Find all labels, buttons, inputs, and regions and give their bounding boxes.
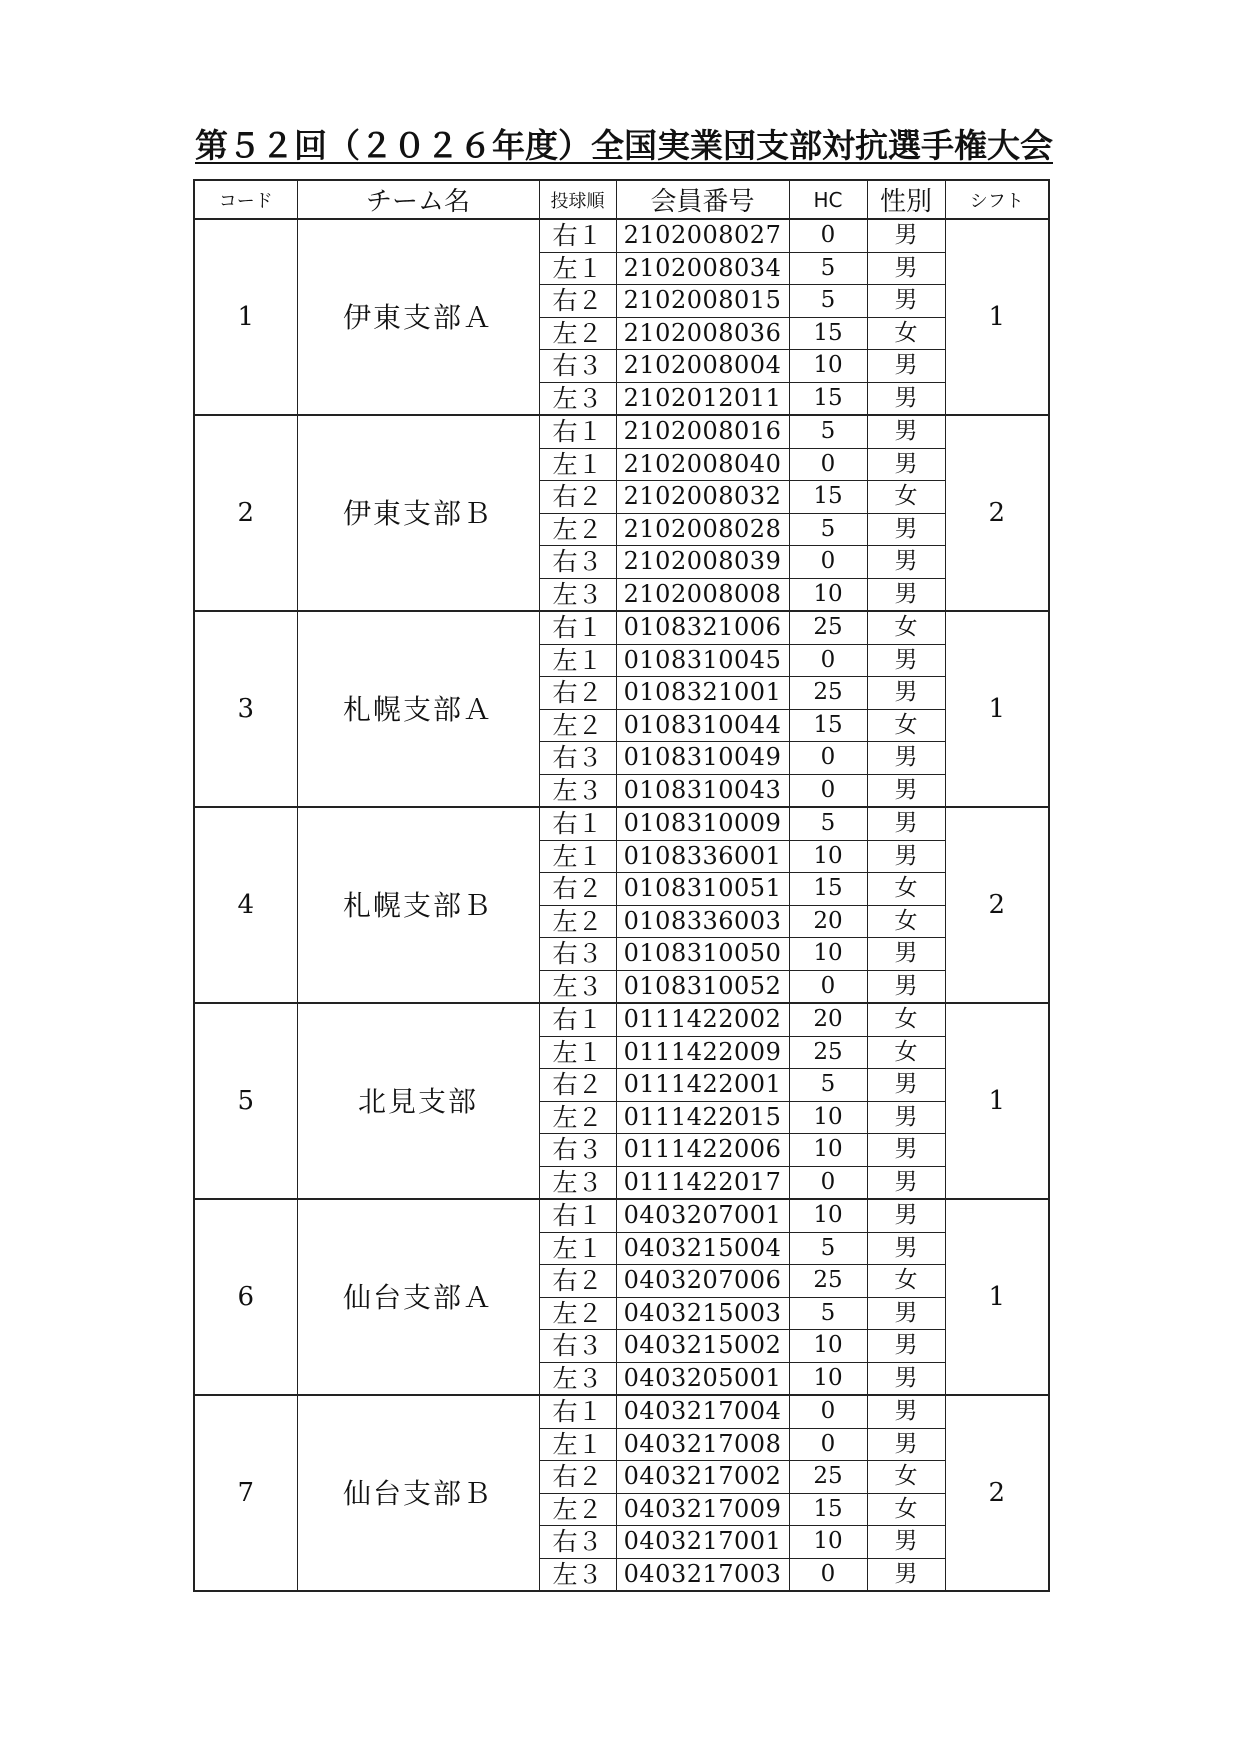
bowling-order: 右２	[539, 481, 616, 514]
table-row	[194, 807, 1049, 840]
member-number: 0108310049	[616, 742, 789, 775]
bowling-order: 左１	[539, 644, 616, 677]
header-team: チーム名	[297, 180, 539, 219]
handicap: 5	[789, 415, 867, 448]
gender: 男	[867, 1069, 945, 1102]
header-row	[194, 180, 1049, 219]
gender: 女	[867, 1036, 945, 1069]
bowling-order: 左３	[539, 1558, 616, 1591]
team-shift: 1	[945, 611, 1049, 807]
member-number: 0403207006	[616, 1265, 789, 1298]
handicap: 10	[789, 1199, 867, 1232]
member-number: 0108310045	[616, 644, 789, 677]
header-code: コード	[194, 180, 297, 219]
member-number: 0403205001	[616, 1362, 789, 1395]
handicap: 20	[789, 1003, 867, 1036]
bowling-order: 左１	[539, 1428, 616, 1461]
bowling-order: 左１	[539, 1232, 616, 1265]
handicap: 10	[789, 840, 867, 873]
member-number: 0403217003	[616, 1558, 789, 1591]
team-code: 6	[194, 1199, 297, 1395]
table-row	[194, 219, 1049, 252]
team-shift: 1	[945, 219, 1049, 415]
member-number: 0108336003	[616, 905, 789, 938]
bowling-order: 右１	[539, 611, 616, 644]
member-number: 0403217009	[616, 1493, 789, 1526]
member-number: 0108310044	[616, 709, 789, 742]
roster-table	[193, 179, 1050, 1592]
table-row	[194, 611, 1049, 644]
handicap: 0	[789, 1558, 867, 1591]
handicap: 15	[789, 873, 867, 906]
gender: 女	[867, 1265, 945, 1298]
gender: 男	[867, 644, 945, 677]
gender: 男	[867, 1166, 945, 1199]
member-number: 0111422006	[616, 1134, 789, 1167]
table-row	[194, 415, 1049, 448]
bowling-order: 右３	[539, 1134, 616, 1167]
gender: 男	[867, 742, 945, 775]
member-number: 0111422001	[616, 1069, 789, 1102]
handicap: 5	[789, 513, 867, 546]
member-number: 0403207001	[616, 1199, 789, 1232]
handicap: 0	[789, 1166, 867, 1199]
member-number: 0403217008	[616, 1428, 789, 1461]
handicap: 25	[789, 677, 867, 710]
bowling-order: 左３	[539, 1362, 616, 1395]
gender: 男	[867, 1395, 945, 1428]
gender: 男	[867, 774, 945, 807]
team-name: 札幌支部Ａ	[297, 611, 539, 807]
handicap: 5	[789, 252, 867, 285]
bowling-order: 左２	[539, 709, 616, 742]
header-gender: 性別	[867, 180, 945, 219]
member-number: 0108310050	[616, 938, 789, 971]
table-row	[194, 1199, 1049, 1232]
member-number: 0403217002	[616, 1461, 789, 1494]
member-number: 0111422017	[616, 1166, 789, 1199]
gender: 女	[867, 873, 945, 906]
member-number: 0108310009	[616, 807, 789, 840]
gender: 女	[867, 317, 945, 350]
member-number: 2102008032	[616, 481, 789, 514]
team-name: 仙台支部Ａ	[297, 1199, 539, 1395]
member-number: 0108336001	[616, 840, 789, 873]
member-number: 2102008036	[616, 317, 789, 350]
bowling-order: 右３	[539, 350, 616, 383]
member-number: 0108310052	[616, 970, 789, 1003]
bowling-order: 右１	[539, 1003, 616, 1036]
handicap: 0	[789, 219, 867, 252]
gender: 男	[867, 1526, 945, 1559]
handicap: 10	[789, 578, 867, 611]
bowling-order: 右２	[539, 677, 616, 710]
member-number: 2102008034	[616, 252, 789, 285]
gender: 女	[867, 1003, 945, 1036]
handicap: 0	[789, 774, 867, 807]
bowling-order: 左２	[539, 905, 616, 938]
team-code: 5	[194, 1003, 297, 1199]
gender: 男	[867, 1101, 945, 1134]
bowling-order: 左２	[539, 1493, 616, 1526]
bowling-order: 左１	[539, 252, 616, 285]
member-number: 0111422009	[616, 1036, 789, 1069]
handicap: 0	[789, 644, 867, 677]
gender: 女	[867, 1461, 945, 1494]
handicap: 0	[789, 1395, 867, 1428]
gender: 男	[867, 1232, 945, 1265]
gender: 男	[867, 1428, 945, 1461]
bowling-order: 右３	[539, 938, 616, 971]
member-number: 2102008027	[616, 219, 789, 252]
handicap: 10	[789, 1526, 867, 1559]
team-shift: 2	[945, 1395, 1049, 1591]
member-number: 2102008039	[616, 546, 789, 579]
team-code: 2	[194, 415, 297, 611]
handicap: 0	[789, 1428, 867, 1461]
member-number: 0403217004	[616, 1395, 789, 1428]
member-number: 0403215002	[616, 1330, 789, 1363]
gender: 女	[867, 905, 945, 938]
table-row	[194, 1003, 1049, 1036]
bowling-order: 左１	[539, 840, 616, 873]
member-number: 2102008016	[616, 415, 789, 448]
member-number: 0108310043	[616, 774, 789, 807]
team-code: 7	[194, 1395, 297, 1591]
gender: 男	[867, 1297, 945, 1330]
bowling-order: 右２	[539, 285, 616, 318]
gender: 男	[867, 513, 945, 546]
gender: 女	[867, 611, 945, 644]
handicap: 10	[789, 1362, 867, 1395]
gender: 男	[867, 219, 945, 252]
table-row	[194, 1395, 1049, 1428]
gender: 男	[867, 677, 945, 710]
member-number: 0111422015	[616, 1101, 789, 1134]
gender: 男	[867, 970, 945, 1003]
bowling-order: 右１	[539, 807, 616, 840]
bowling-order: 左３	[539, 970, 616, 1003]
team-name: 仙台支部Ｂ	[297, 1395, 539, 1591]
header-hc: HC	[789, 180, 867, 219]
header-member: 会員番号	[616, 180, 789, 219]
bowling-order: 右２	[539, 1069, 616, 1102]
member-number: 2102008015	[616, 285, 789, 318]
team-code: 1	[194, 219, 297, 415]
bowling-order: 右１	[539, 219, 616, 252]
gender: 男	[867, 1558, 945, 1591]
member-number: 2102008028	[616, 513, 789, 546]
handicap: 10	[789, 350, 867, 383]
gender: 男	[867, 382, 945, 415]
team-shift: 1	[945, 1003, 1049, 1199]
handicap: 5	[789, 807, 867, 840]
bowling-order: 右１	[539, 415, 616, 448]
handicap: 25	[789, 1461, 867, 1494]
team-shift: 2	[945, 807, 1049, 1003]
header-shift: シフト	[945, 180, 1049, 219]
member-number: 0403217001	[616, 1526, 789, 1559]
handicap: 5	[789, 1232, 867, 1265]
bowling-order: 右２	[539, 873, 616, 906]
team-name: 札幌支部Ｂ	[297, 807, 539, 1003]
handicap: 10	[789, 1134, 867, 1167]
team-name: 伊東支部Ｂ	[297, 415, 539, 611]
handicap: 20	[789, 905, 867, 938]
bowling-order: 左２	[539, 513, 616, 546]
gender: 男	[867, 578, 945, 611]
bowling-order: 右１	[539, 1199, 616, 1232]
bowling-order: 右３	[539, 546, 616, 579]
member-number: 0111422002	[616, 1003, 789, 1036]
team-name: 北見支部	[297, 1003, 539, 1199]
gender: 男	[867, 1199, 945, 1232]
header-order: 投球順	[539, 180, 616, 219]
gender: 男	[867, 1134, 945, 1167]
member-number: 0403215003	[616, 1297, 789, 1330]
handicap: 15	[789, 709, 867, 742]
gender: 男	[867, 938, 945, 971]
handicap: 0	[789, 448, 867, 481]
page-title: 第５２回（２０２６年度）全国実業団支部対抗選手権大会	[195, 126, 1053, 165]
bowling-order: 右３	[539, 742, 616, 775]
gender: 女	[867, 1493, 945, 1526]
team-shift: 2	[945, 415, 1049, 611]
handicap: 0	[789, 546, 867, 579]
handicap: 15	[789, 382, 867, 415]
bowling-order: 右３	[539, 1330, 616, 1363]
member-number: 2102012011	[616, 382, 789, 415]
gender: 男	[867, 285, 945, 318]
roster-body	[194, 219, 1049, 1591]
team-name: 伊東支部Ａ	[297, 219, 539, 415]
bowling-order: 左３	[539, 1166, 616, 1199]
bowling-order: 左３	[539, 578, 616, 611]
handicap: 25	[789, 611, 867, 644]
bowling-order: 左３	[539, 774, 616, 807]
bowling-order: 左２	[539, 1101, 616, 1134]
gender: 男	[867, 546, 945, 579]
member-number: 0108310051	[616, 873, 789, 906]
bowling-order: 右１	[539, 1395, 616, 1428]
handicap: 0	[789, 742, 867, 775]
team-code: 4	[194, 807, 297, 1003]
team-code: 3	[194, 611, 297, 807]
handicap: 25	[789, 1036, 867, 1069]
handicap: 25	[789, 1265, 867, 1298]
handicap: 5	[789, 1297, 867, 1330]
gender: 男	[867, 415, 945, 448]
bowling-order: 左１	[539, 1036, 616, 1069]
gender: 男	[867, 1362, 945, 1395]
team-shift: 1	[945, 1199, 1049, 1395]
handicap: 10	[789, 1101, 867, 1134]
handicap: 15	[789, 481, 867, 514]
bowling-order: 左２	[539, 317, 616, 350]
member-number: 2102008040	[616, 448, 789, 481]
gender: 男	[867, 252, 945, 285]
member-number: 0108321006	[616, 611, 789, 644]
gender: 女	[867, 709, 945, 742]
bowling-order: 左３	[539, 382, 616, 415]
bowling-order: 右３	[539, 1526, 616, 1559]
handicap: 15	[789, 1493, 867, 1526]
handicap: 0	[789, 970, 867, 1003]
gender: 男	[867, 350, 945, 383]
member-number: 2102008008	[616, 578, 789, 611]
bowling-order: 左２	[539, 1297, 616, 1330]
handicap: 10	[789, 1330, 867, 1363]
gender: 男	[867, 448, 945, 481]
gender: 男	[867, 1330, 945, 1363]
gender: 男	[867, 840, 945, 873]
handicap: 5	[789, 285, 867, 318]
gender: 男	[867, 807, 945, 840]
bowling-order: 左１	[539, 448, 616, 481]
handicap: 15	[789, 317, 867, 350]
handicap: 5	[789, 1069, 867, 1102]
bowling-order: 右２	[539, 1265, 616, 1298]
gender: 女	[867, 481, 945, 514]
member-number: 0403215004	[616, 1232, 789, 1265]
member-number: 0108321001	[616, 677, 789, 710]
handicap: 10	[789, 938, 867, 971]
member-number: 2102008004	[616, 350, 789, 383]
bowling-order: 右２	[539, 1461, 616, 1494]
